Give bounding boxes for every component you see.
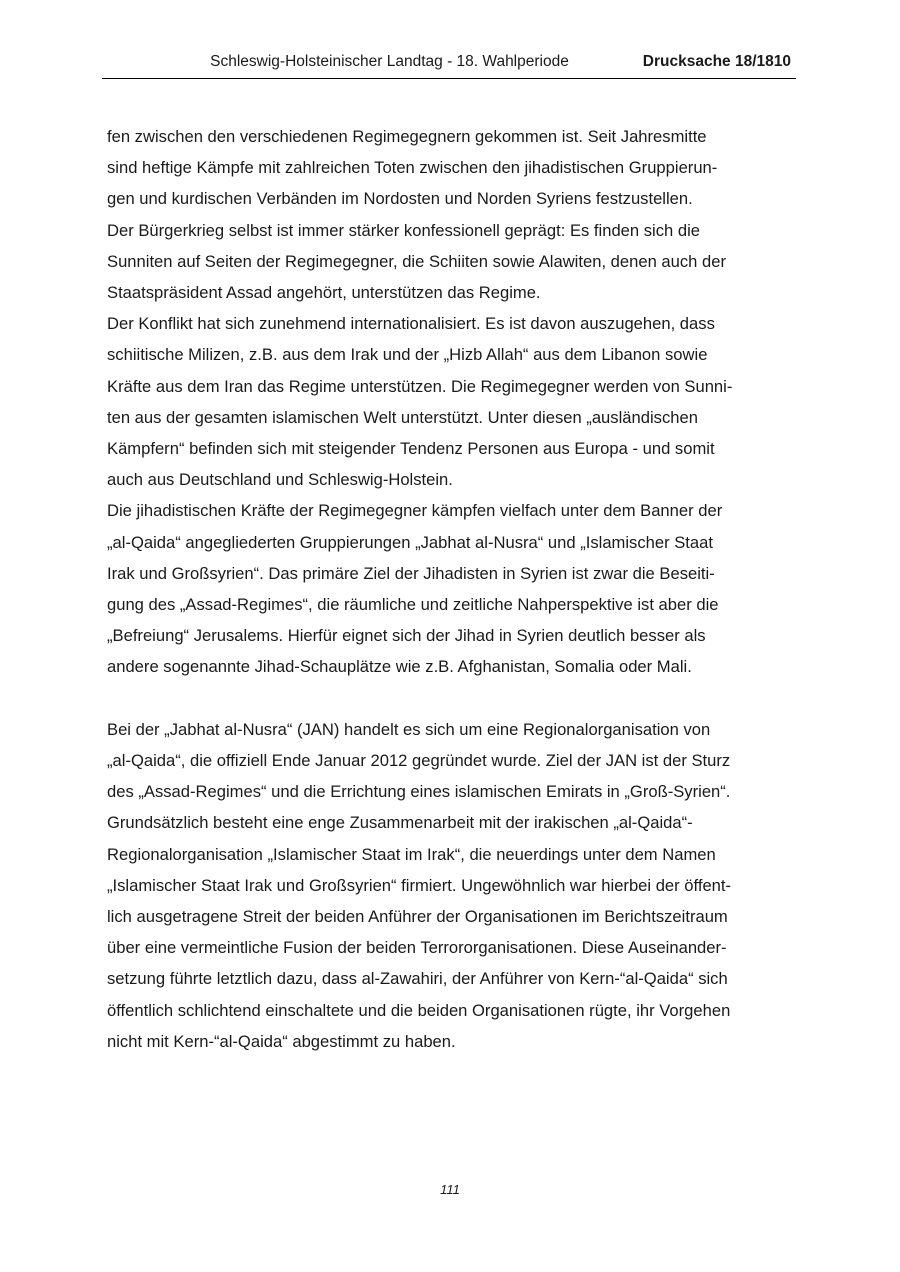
text-line: schiitische Milizen, z.B. aus dem Irak und der „Hizb Allah“ aus dem Libanon sowie <box>107 345 708 365</box>
text-line: „al-Qaida“, die offiziell Ende Januar 2012 gegründet wurde. Ziel der JAN ist der Sturz <box>107 751 731 771</box>
text-line: Kämpfern“ befinden sich mit steigender Tendenz Personen aus Europa - und somit <box>107 439 715 459</box>
text-line: Der Konflikt hat sich zunehmend internationalisiert. Es ist davon auszugehen, dass <box>107 314 715 334</box>
text-line: Bei der „Jabhat al-Nusra“ (JAN) handelt es sich um eine Regionalorganisation von <box>107 719 711 739</box>
text-line: „al-Qaida“ angegliederten Gruppierungen „Jabhat al-Nusra“ und „Islamischer Staat <box>107 532 713 552</box>
paragraph-2 <box>107 714 807 1057</box>
text-line: „Islamischer Staat Irak und Großsyrien“ firmiert. Ungewöhnlich war hierbei der öffent- <box>107 875 732 895</box>
text-line: fen zwischen den verschiedenen Regimegegnern gekommen ist. Seit Jahresmitte <box>107 127 707 146</box>
text-line: nicht mit Kern-“al-Qaida“ abgestimmt zu haben. <box>107 1031 456 1051</box>
text-line: Sunniten auf Seiten der Regimegegner, die Schiiten sowie Alawiten, denen auch der <box>107 251 726 271</box>
text-line: Staatspräsident Assad angehört, unterstützen das Regime. <box>107 283 541 303</box>
text-line: Der Bürgerkrieg selbst ist immer stärker konfessionell geprägt: Es finden sich die <box>107 220 701 240</box>
text-line: gung des „Assad-Regimes“, die räumliche und zeitliche Nahperspektive ist aber die <box>107 595 719 615</box>
paragraph-spacer <box>107 683 807 714</box>
text-line: lich ausgetragene Streit der beiden Anführer der Organisationen im Berichtszeitraum <box>107 907 728 927</box>
text-line: andere sogenannte Jihad-Schauplätze wie z.B. Afghanistan, Somalia oder Mali. <box>107 657 692 677</box>
text-line: Regionalorganisation „Islamischer Staat im Irak“, die neuerdings unter dem Namen <box>107 844 716 864</box>
text-line: ten aus der gesamten islamischen Welt unterstützt. Unter diesen „ausländischen <box>107 407 698 427</box>
page-header <box>102 50 796 79</box>
page-number: 111 <box>440 1182 460 1197</box>
text-line: über eine vermeintliche Fusion der beiden Terrororganisationen. Diese Auseinander- <box>107 938 727 958</box>
paragraph-1 <box>107 121 807 683</box>
body-text <box>107 121 807 1057</box>
text-line: Grundsätzlich besteht eine enge Zusammenarbeit mit der irakischen „al-Qaida“- <box>107 813 693 833</box>
document-number: Drucksache 18/1810 <box>642 53 791 70</box>
text-line: gen und kurdischen Verbänden im Nordosten und Norden Syriens festzustellen. <box>107 189 693 209</box>
text-line: „Befreiung“ Jerusalems. Hierfür eignet sich der Jihad in Syrien deutlich besser als <box>107 626 706 646</box>
text-line: des „Assad-Regimes“ und die Errichtung eines islamischen Emirats in „Groß-Syrien“. <box>107 782 731 802</box>
text-line: öffentlich schlichtend einschaltete und die beiden Organisationen rügte, ihr Vorgehen <box>107 1000 731 1020</box>
text-line: setzung führte letztlich dazu, dass al-Zawahiri, der Anführer von Kern-“al-Qaida“ sich <box>107 969 728 989</box>
header-title: Schleswig-Holsteinischer Landtag - 18. Wahlperiode <box>210 53 569 70</box>
text-line: Kräfte aus dem Iran das Regime unterstützen. Die Regimegegner werden von Sunni- <box>107 376 733 396</box>
text-line: sind heftige Kämpfe mit zahlreichen Toten zwischen den jihadistischen Gruppierun- <box>107 158 718 178</box>
text-line: auch aus Deutschland und Schleswig-Holstein. <box>107 470 453 490</box>
text-line: Irak und Großsyrien“. Das primäre Ziel der Jihadisten in Syrien ist zwar die Beseiti- <box>107 563 715 583</box>
text-line: Die jihadistischen Kräfte der Regimegegner kämpfen vielfach unter dem Banner der <box>107 501 723 521</box>
